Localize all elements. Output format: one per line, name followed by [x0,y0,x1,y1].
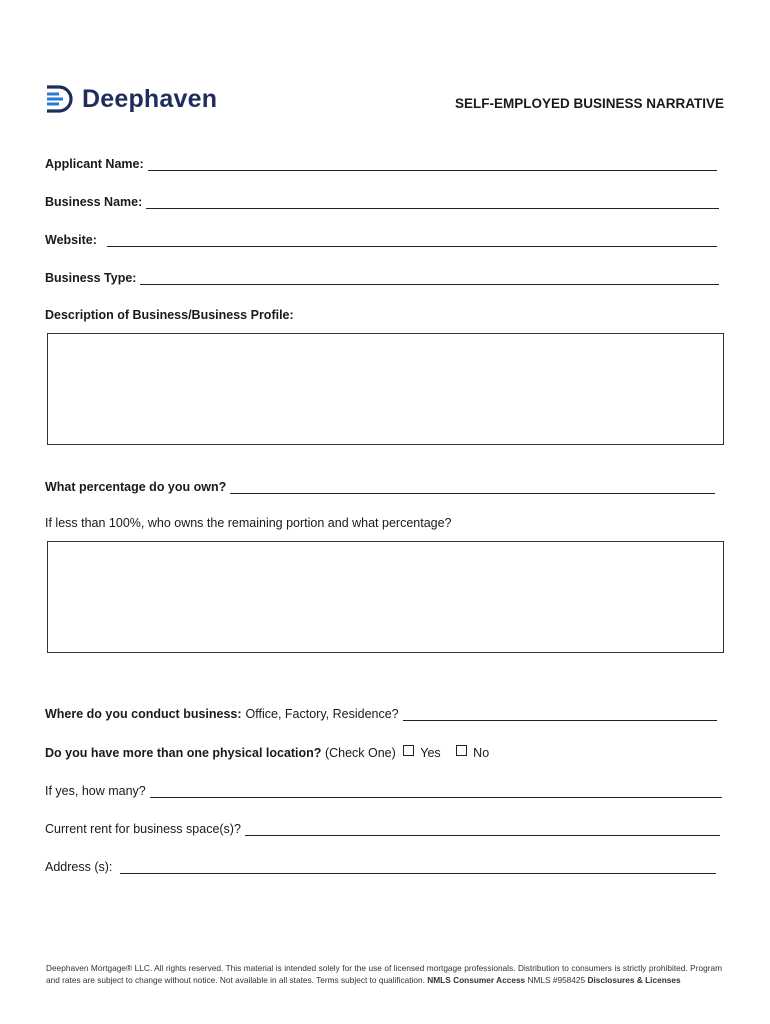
conduct-business-label: Where do you conduct business: [45,707,242,721]
logo-text: Deephaven [82,84,218,113]
how-many-label: If yes, how many? [45,784,146,798]
nmls-number: NMLS #958425 [527,975,586,985]
applicant-name-label: Applicant Name: [45,157,144,171]
conduct-business-options: Office, Factory, Residence? [245,707,399,721]
disclosures-licenses-link[interactable]: Disclosures & Licenses [587,975,681,985]
business-name-input[interactable] [146,194,719,209]
business-type-row [45,270,719,285]
physical-location-row [45,745,497,760]
physical-location-label: Do you have more than one physical location? [45,746,322,760]
current-rent-label: Current rent for business space(s)? [45,822,241,836]
website-label: Website: [45,233,97,247]
address-row [45,859,716,874]
footer-text: Deephaven Mortgage® LLC. All rights reserved. This material is intended solely for the use of licensed mortgage professionals. Distribution to consumers is strictly prohibited. Program and rates are subject to change without notice. Not available in all states. Terms subject to qualification. [46,963,722,985]
address-label: Address (s): [45,860,113,874]
website-input[interactable] [107,232,717,247]
no-label: No [473,746,490,760]
document-title: SELF-EMPLOYED BUSINESS NARRATIVE [454,96,724,111]
company-logo [44,84,217,114]
deephaven-logo-icon [44,84,76,114]
check-one-hint: (Check One) [324,746,396,760]
remaining-portion-textarea[interactable] [47,541,724,653]
current-rent-row [45,821,720,836]
conduct-business-input[interactable] [403,706,717,721]
no-checkbox[interactable] [456,745,467,756]
current-rent-input[interactable] [245,821,720,836]
description-textarea[interactable] [47,333,724,445]
percentage-own-row [45,479,715,494]
business-type-label: Business Type: [45,271,137,285]
yes-label: Yes [420,746,441,760]
conduct-business-row [45,706,717,721]
percentage-own-input[interactable] [230,479,715,494]
website-row [45,232,717,247]
percentage-own-label: What percentage do you own? [45,480,227,494]
address-input[interactable] [120,859,716,874]
applicant-name-row [45,156,717,171]
business-name-row [45,194,719,209]
how-many-row [45,783,722,798]
remaining-portion-label: If less than 100%, who owns the remaining portion and what percentage? [45,516,452,530]
business-name-label: Business Name: [45,195,143,209]
nmls-consumer-access-link[interactable]: NMLS Consumer Access [427,975,526,985]
business-type-input[interactable] [140,270,719,285]
description-label: Description of Business/Business Profile: [45,308,294,322]
yes-checkbox[interactable] [403,745,414,756]
legal-footer [46,962,722,986]
how-many-input[interactable] [150,783,722,798]
applicant-name-input[interactable] [148,156,717,171]
